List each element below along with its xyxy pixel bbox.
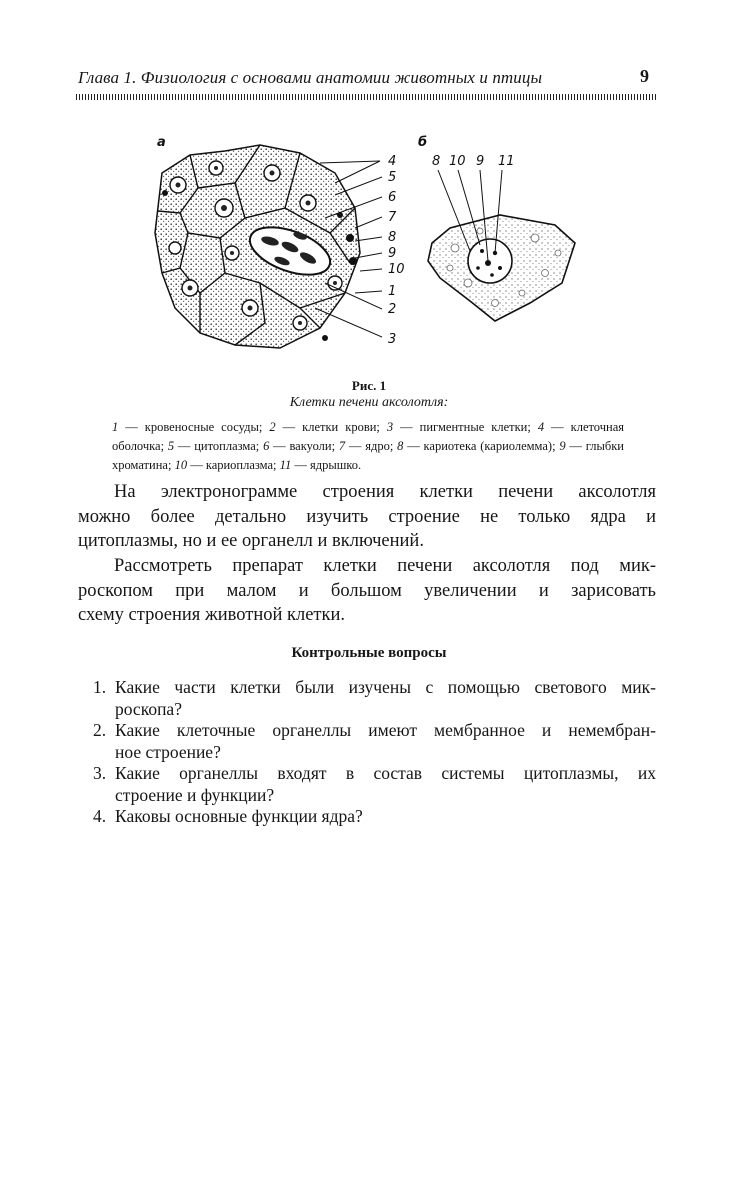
header-rule xyxy=(76,94,656,100)
panel-a-drawing xyxy=(155,145,382,348)
legend-number: 3 xyxy=(386,420,394,434)
figure-caption-number: Рис. 1 xyxy=(351,378,387,393)
callout-label: 2 xyxy=(388,302,397,317)
panel-a-callouts xyxy=(388,154,405,347)
callout-label: 8 xyxy=(388,230,397,245)
legend-text: — ядрышко. xyxy=(291,458,362,472)
legend-text: — клетки крови; xyxy=(275,420,387,434)
callout-label: 8 xyxy=(432,154,441,169)
question-number: 3. xyxy=(93,763,107,783)
question-line: Какие части клетки были изучены с помощью светового мик- xyxy=(115,677,656,697)
paragraph-electronogram xyxy=(78,480,656,554)
legend-number: 10 xyxy=(174,458,188,472)
legend-number: 5 xyxy=(167,439,175,453)
callout-label: 6 xyxy=(388,190,397,205)
question-line: роскопа? xyxy=(115,698,182,719)
question-line: Каковы основные функции ядра? xyxy=(115,806,363,826)
legend-text: — кариоплазма; xyxy=(187,458,280,472)
question-number: 2. xyxy=(93,720,107,740)
legend-number: 11 xyxy=(279,458,292,472)
paragraph-line: роскопом при малом и большом увеличении и зарисовать xyxy=(78,580,656,601)
question-item xyxy=(93,806,656,828)
callout-label: 10 xyxy=(388,262,405,277)
running-header-title: Глава 1. Физиология с основами анатомии животных и птицы xyxy=(78,68,543,87)
question-number: 4. xyxy=(93,806,107,826)
callout-label: 9 xyxy=(388,246,397,261)
callout-label: 7 xyxy=(388,210,397,225)
question-item xyxy=(93,720,656,763)
question-line: ное строение? xyxy=(115,741,221,762)
question-line: Какие клеточные органеллы имеют мембранное и немембран- xyxy=(115,720,656,740)
callout-label: 10 xyxy=(449,154,466,169)
callout-label: 1 xyxy=(388,284,397,299)
panel-b-callouts xyxy=(432,154,515,169)
legend-text: — глыбки хроматина; xyxy=(112,439,624,472)
legend-text: — цитоплазма; xyxy=(174,439,264,453)
callout-label: 5 xyxy=(388,170,397,185)
callout-label: 9 xyxy=(476,154,485,169)
legend-text: — клеточная оболочка; xyxy=(112,420,624,453)
figure-liver-cells xyxy=(150,133,590,358)
page-number: 9 xyxy=(640,66,649,86)
paragraph-line: можно более детально изучить строение не только ядра и xyxy=(78,506,656,527)
question-number: 1. xyxy=(93,677,107,697)
legend-text: — кровеносные сосуды; xyxy=(118,420,270,434)
legend-number: 9 xyxy=(559,439,566,453)
figure-caption-title: Клетки печени аксолотля: xyxy=(289,395,449,410)
legend-text: — пигментные клетки; xyxy=(393,420,538,434)
paragraph-line: схему строения животной клетки. xyxy=(78,605,346,625)
legend-number: 1 xyxy=(112,420,119,434)
question-item xyxy=(93,763,656,806)
legend-number: 2 xyxy=(269,420,276,434)
paragraph-line: На электронограмме строения клетки печени аксолотля xyxy=(114,482,656,502)
question-item xyxy=(93,677,656,720)
questions-list xyxy=(93,677,656,828)
panel-b-drawing xyxy=(428,170,575,321)
callout-label: 3 xyxy=(388,332,397,347)
panel-a-label: а xyxy=(157,135,166,150)
legend-number: 6 xyxy=(263,439,270,453)
paragraph-line: Рассмотреть препарат клетки печени аксолотля под мик- xyxy=(114,556,656,576)
callout-label: 11 xyxy=(498,154,515,169)
section-heading: Контрольные вопросы xyxy=(291,645,447,661)
callout-label: 4 xyxy=(388,154,397,169)
legend-text: — вакуоли; xyxy=(269,439,339,453)
paragraph-line: цитоплазмы, но и ее органелл и включений. xyxy=(78,531,424,551)
legend-number: 4 xyxy=(537,420,545,434)
legend-number: 7 xyxy=(338,439,346,453)
paragraph-assignment xyxy=(78,554,656,628)
question-line: Какие органеллы входят в состав системы цитоплазмы, их xyxy=(115,763,656,783)
legend-number: 8 xyxy=(397,439,404,453)
question-line: строение и функции? xyxy=(115,784,275,805)
legend-text: — кариотека (кариолемма); xyxy=(403,439,560,453)
figure-legend xyxy=(112,418,624,475)
panel-b-label: б xyxy=(418,135,428,150)
legend-text: — ядро; xyxy=(345,439,398,453)
